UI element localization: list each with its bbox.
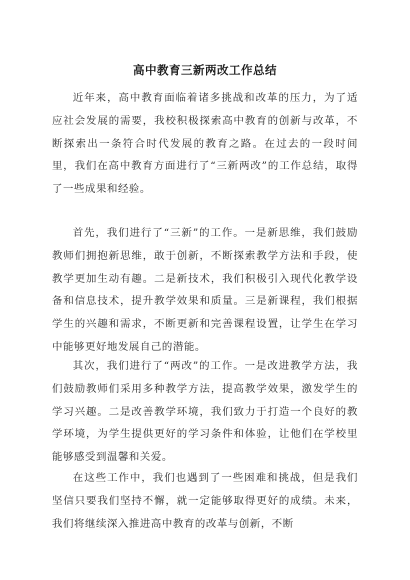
paragraph-challenges: 在这些工作中，我们也遇到了一些困难和挑战，但是我们坚信只要我们坚持不懈，就一定能够取得更好的成绩。未来，我们将继续深入推进高中教育的改革与创新，不断 xyxy=(52,472,358,530)
paragraph-two-reforms: 其次，我们进行了“两改”的工作。一是改进教学方法，我们鼓励教师们采用多种教学方法，提高教学效果，激发学生的学习兴趣。二是改善教学环境，我们致力于打造一个良好的教学环境，为学生提供更好的学习条件和体验，让他们在学校里能够感受到温馨和关爱。 xyxy=(52,360,358,464)
paragraph-intro: 近年来，高中教育面临着诸多挑战和改革的压力，为了适应社会发展的需要，我校积极探索高中教育的创新与改革，不断探索出一条符合时代发展的教育之路。在过去的一段时间里，我们在高中教育方面进行了“三新两改”的工作总结，取得了一些成果和经验。 xyxy=(52,92,358,196)
paragraph-three-new: 首先，我们进行了“三新”的工作。一是新思维，我们鼓励教师们拥抱新思维，敢于创新，不断探索教学方法和手段，使教学更加生动有趣。二是新技术，我们积极引入现代化教学设备和信息技术，提升教学效果和质量。三是新课程，我们根据学生的兴趣和需求，不断更新和完善课程设置，让学生在学习中能够更好地发展自己的潜能。 xyxy=(52,227,358,353)
document-title: 高中教育三新两改工作总结 xyxy=(133,63,277,77)
